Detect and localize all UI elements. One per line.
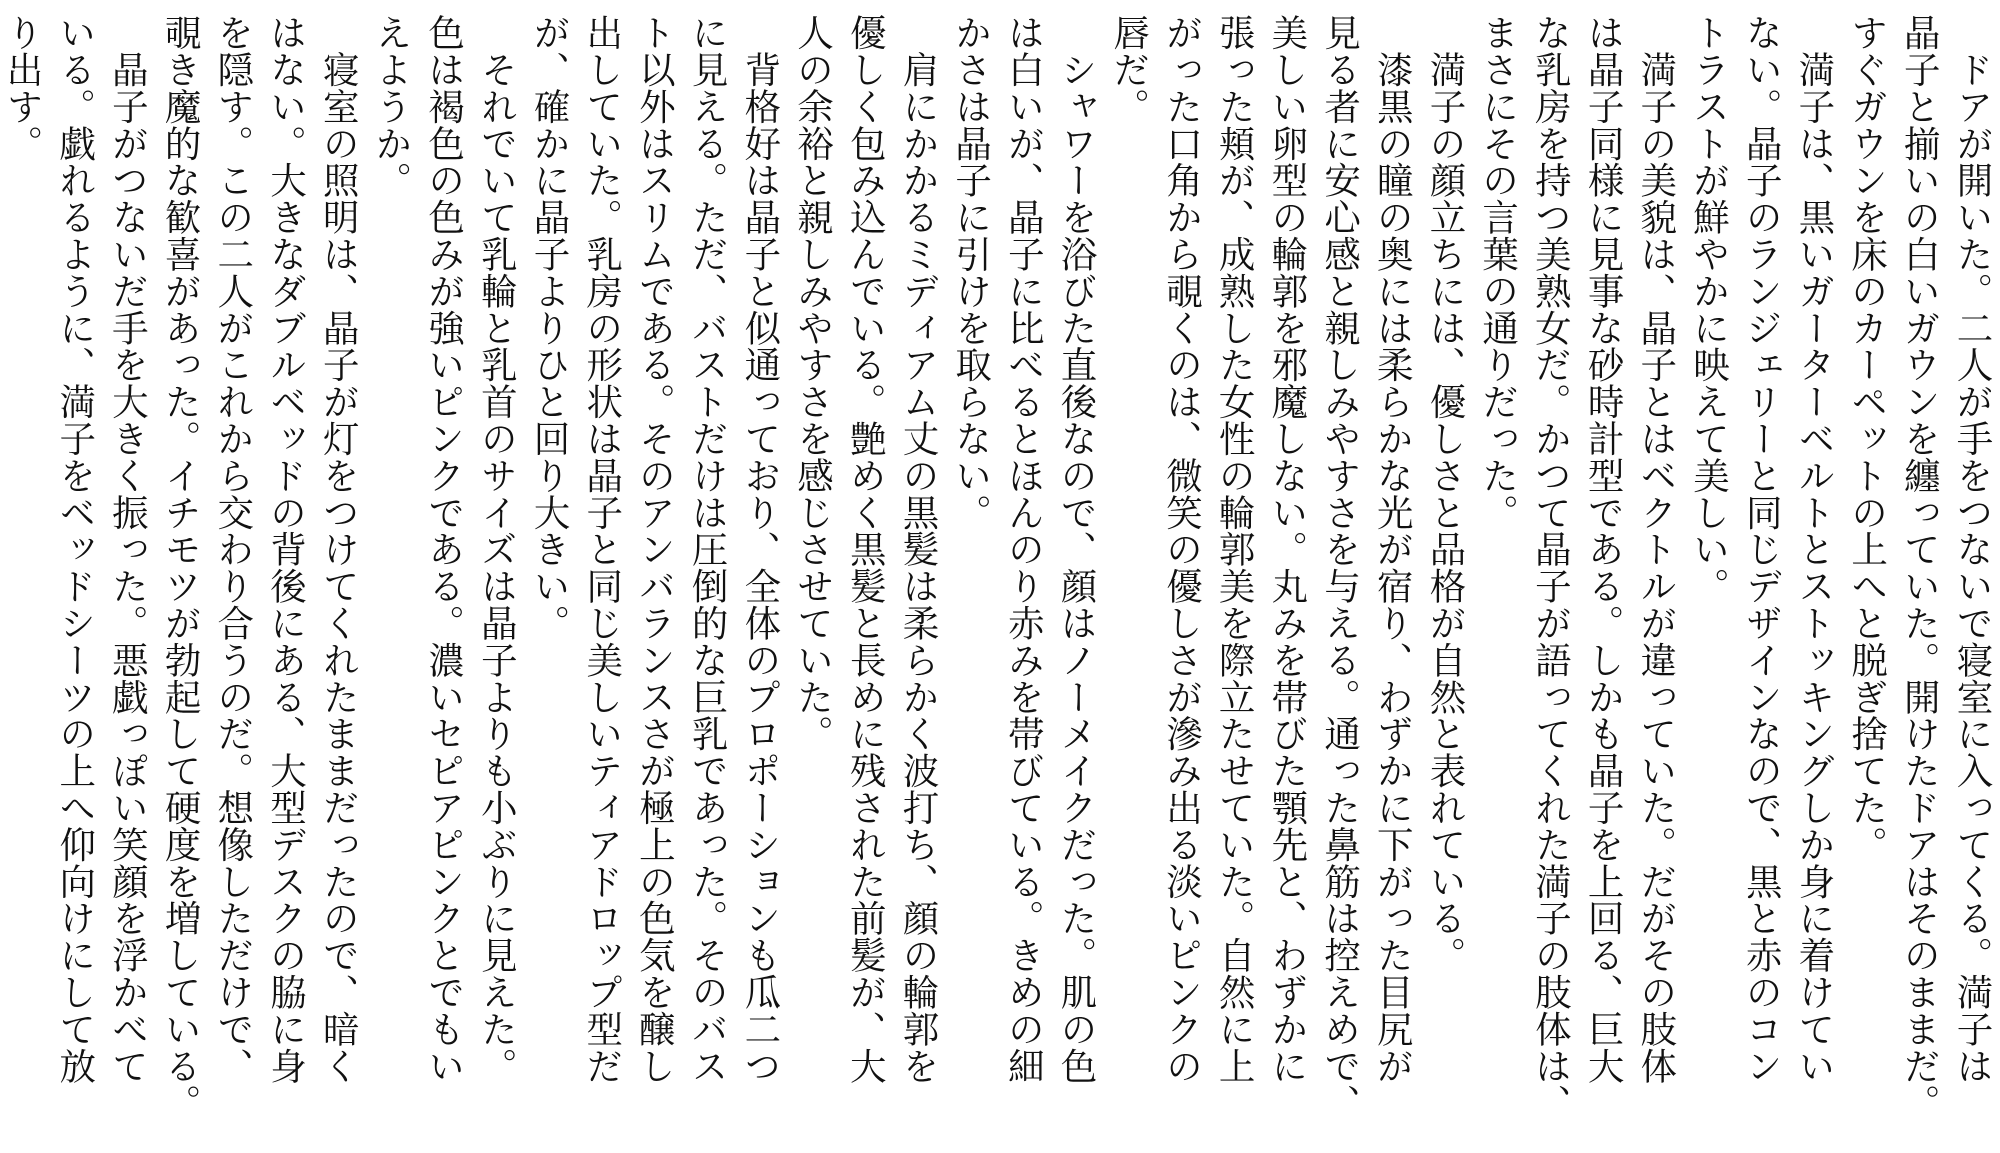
text-line: かさは晶子に引けを取らない。 <box>949 14 993 531</box>
text-line: シャワーを浴びた直後なので、顔はノーメイクだった。肌の色 <box>1055 14 1099 1085</box>
text-line: 満子の顔立ちには、優しさと品格が自然と表れている。 <box>1423 14 1467 974</box>
text-line: 優しく包み込んでいる。艶めく黒髪と長めに残された前髪が、大 <box>844 14 888 1085</box>
text-line: ドアが開いた。二人が手をつないで寝室に入ってくる。満子は <box>1951 14 1994 1085</box>
text-line: な乳房を持つ美熟女だ。かつて晶子が語ってくれた満子の肢体は、 <box>1529 14 1573 1121</box>
text-line: 唇だ。 <box>1107 14 1151 125</box>
text-line: すぐガウンを床のカーペットの上へと脱ぎ捨てた。 <box>1845 14 1889 863</box>
text-line: 色は褐色の色みが強いピンクである。濃いセピアピンクとでもい <box>422 14 466 1085</box>
text-line: 人の余裕と親しみやすさを感じさせていた。 <box>791 14 835 752</box>
text-line: 張った頬が、成熟した女性の輪郭美を際立たせていた。自然に上 <box>1213 14 1257 1085</box>
text-line: に見える。ただ、バストだけは圧倒的な巨乳であった。そのバス <box>686 14 730 1085</box>
text-line: 美しい卵型の輪郭を邪魔しない。丸みを帯びた顎先と、わずかに <box>1265 14 1309 1085</box>
text-line: が、確かに晶子よりひと回り大きい。 <box>528 14 572 642</box>
text-line: 晶子と揃いの白いガウンを纏っていた。開けたドアはそのままだ。 <box>1898 14 1942 1121</box>
text-line: 満子の美貌は、晶子とはベクトルが違っていた。だがその肢体 <box>1634 14 1678 1085</box>
text-line: ない。晶子のランジェリーと同じデザインなので、黒と赤のコン <box>1740 14 1784 1085</box>
text-line: は白いが、晶子に比べるとほんのり赤みを帯びている。きめの細 <box>1002 14 1046 1085</box>
text-line: は晶子同様に見事な砂時計型である。しかも晶子を上回る、巨大 <box>1582 14 1626 1085</box>
text-line: えようか。 <box>369 14 413 199</box>
text-line: いる。戯れるように、満子をベッドシーツの上へ仰向けにして放 <box>53 14 97 1085</box>
text-line: がった口角から覗くのは、微笑の優しさが滲み出る淡いピンクの <box>1160 14 1204 1085</box>
text-line: はない。大きなダブルベッドの背後にある、大型デスクの脇に身 <box>264 14 308 1085</box>
text-line: 出していた。乳房の形状は晶子と同じ美しいティアドロップ型だ <box>580 14 624 1085</box>
text-line: を隠す。この二人がこれから交わり合うのだ。想像しただけで、 <box>211 14 255 1085</box>
text-line: それでいて乳輪と乳首のサイズは晶子よりも小ぶりに見えた。 <box>475 14 519 1085</box>
text-line: ト以外はスリムである。そのアンバランスさが極上の色気を醸し <box>633 14 677 1085</box>
text-line: 満子は、黒いガーターベルトとストッキングしか身に着けてい <box>1792 14 1836 1085</box>
vertical-text-body <box>0 14 1998 1139</box>
text-line: まさにその言葉の通りだった。 <box>1476 14 1520 531</box>
text-line: り出す。 <box>0 14 44 162</box>
text-line: 肩にかかるミディアム丈の黒髪は柔らかく波打ち、顔の輪郭を <box>896 14 940 1085</box>
text-line: 寝室の照明は、晶子が灯をつけてくれたままだったので、暗く <box>317 14 361 1085</box>
text-line: 見る者に安心感と親しみやすさを与える。通った鼻筋は控えめで、 <box>1318 14 1362 1121</box>
text-line: トラストが鮮やかに映えて美しい。 <box>1687 14 1731 605</box>
text-line: 晶子がつないだ手を大きく振った。悪戯っぽい笑顔を浮かべて <box>106 14 150 1085</box>
text-line: 覗き魔的な歓喜があった。イチモツが勃起して硬度を増している。 <box>159 14 203 1121</box>
text-line: 背格好は晶子と似通っており、全体のプロポーションも瓜二つ <box>738 14 782 1085</box>
text-line: 漆黒の瞳の奥には柔らかな光が宿り、わずかに下がった目尻が <box>1371 14 1415 1085</box>
